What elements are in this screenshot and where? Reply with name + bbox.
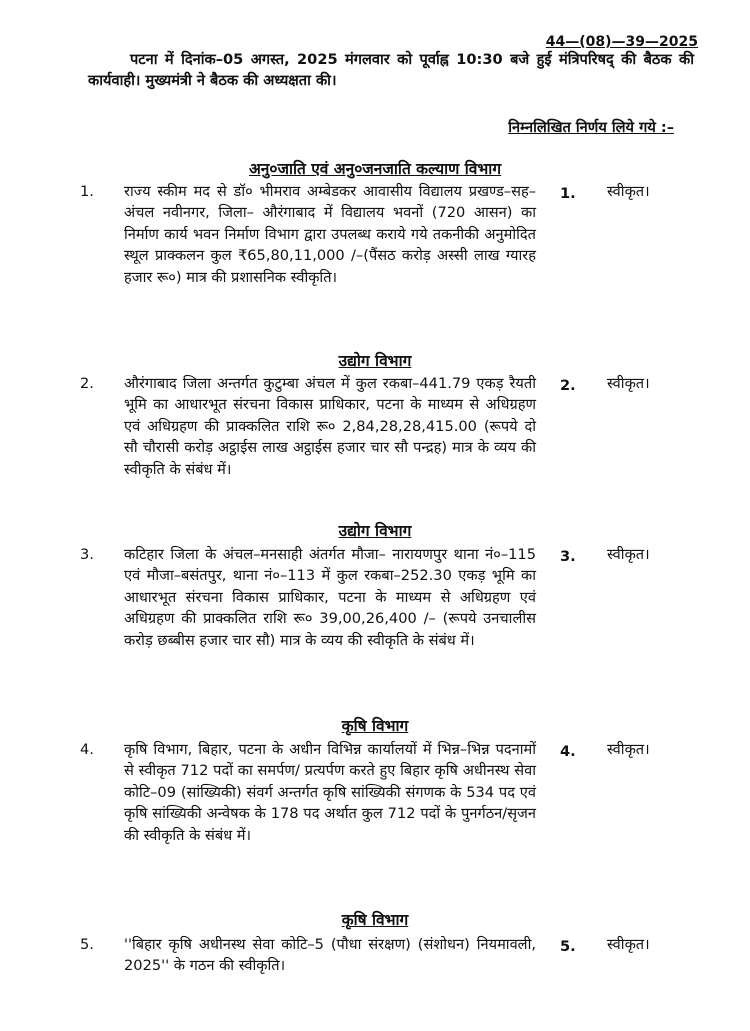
decision-status: स्वीकृत। — [607, 375, 650, 392]
decision-serial: 3. — [560, 548, 576, 565]
item-serial: 3. — [80, 546, 94, 563]
reference-number: 44—(08)—39—2025 — [545, 34, 698, 50]
item-serial: 1. — [80, 183, 94, 200]
decisions-heading: निम्नलिखित निर्णय लिये गये :– — [508, 119, 674, 136]
department-heading: कृषि विभाग — [341, 717, 409, 735]
decision-status: स्वीकृत। — [607, 741, 650, 758]
decision-status: स्वीकृत। — [607, 183, 650, 200]
department-heading: उद्योग विभाग — [338, 522, 412, 540]
intro-paragraph: पटना में दिनांक–05 अगस्त, 2025 मंगलवार को पूर्वाह्न 10:30 बजे हुई मंत्रिपरिषद् की बैठक की कार्यवाही। मुख्यमंत्री ने बैठक की अध्यक्षता की। — [88, 51, 694, 90]
decision-serial: 1. — [560, 185, 576, 202]
decision-serial: 5. — [560, 938, 576, 955]
item-text: कटिहार जिला के अंचल–मनसाही अंतर्गत मौजा– नारायणपुर थाना नं०–115 एवं मौजा–बसंतपुर, थाना नं०–113 में कुल रकबा–252.30 एकड़ भूमि का आधारभूत संरचना विकास प्राधिकार, पटना के माध्यम से अधिग्रहण एवं अधिग्रहण की प्राक्कलित राशि रू० 39,00,26,400 /– (रूपये उनचालीस करोड़ छब्बीस हजार चार सौ) मात्र के व्यय की स्वीकृति के संबंध में। — [124, 546, 536, 649]
item-text: कृषि विभाग, बिहार, पटना के अधीन विभिन्न कार्यालयों में भिन्न–भिन्न पदनामों से स्वीकृत 712 पदों का समर्पण/ प्रत्यर्पण करते हुए बिहार कृषि अधीनस्थ सेवा कोटि–09 (सांख्यिकी) संवर्ग अन्तर्गत कृषि सांख्यिकी संगणक के 534 पद एवं कृषि सांख्यिकी अन्वेषक के 178 पद अर्थात कुल 712 पदों के पुनर्गठन/सृजन की स्वीकृति के संबंध में। — [124, 741, 536, 844]
decision-status: स्वीकृत। — [607, 546, 650, 563]
decision-serial: 2. — [560, 377, 576, 394]
decision-serial: 4. — [560, 743, 576, 760]
item-serial: 5. — [80, 936, 94, 953]
item-serial: 2. — [80, 375, 94, 392]
item-serial: 4. — [80, 741, 94, 758]
department-heading: अनु०जाति एवं अनु०जनजाति कल्याण विभाग — [248, 160, 502, 178]
item-text: औरंगाबाद जिला अन्तर्गत कुटुम्बा अंचल में कुल रकबा–441.79 एकड़ रैयती भूमि का आधारभूत संरचना विकास प्राधिकार, पटना के माध्यम से अधिग्रहण एवं अधिग्रहण की प्राक्कलित राशि रू० 2,84,28,28,415.00 (रूपये दो सौ चौरासी करोड़ अट्ठाईस लाख अट्ठाईस हजार चार सौ पन्द्रह) मात्र के व्यय की स्वीकृति के संबंध में। — [124, 375, 536, 478]
department-heading: कृषि विभाग — [341, 911, 409, 929]
item-text: ''बिहार कृषि अधीनस्थ सेवा कोटि–5 (पौधा संरक्षण) (संशोधन) नियमावली, 2025'' के गठन की स्वीकृति। — [124, 936, 536, 975]
decision-status: स्वीकृत। — [607, 936, 650, 953]
item-text: राज्य स्कीम मद से डॉ० भीमराव अम्बेडकर आवासीय विद्यालय प्रखण्ड–सह–अंचल नवीनगर, जिला– औरंगाबाद में विद्यालय भवनों (720 आसन) का निर्माण कार्य भवन निर्माण विभाग द्वारा उपलब्ध कराये गये तकनीकी अनुमोदित स्थूल प्राक्कलन कुल ₹65,80,11,000 /–(पैंसठ करोड़ अस्सी लाख ग्यारह हजार रू०) मात्र की प्रशासनिक स्वीकृति। — [124, 183, 536, 286]
department-heading: उद्योग विभाग — [338, 352, 412, 370]
